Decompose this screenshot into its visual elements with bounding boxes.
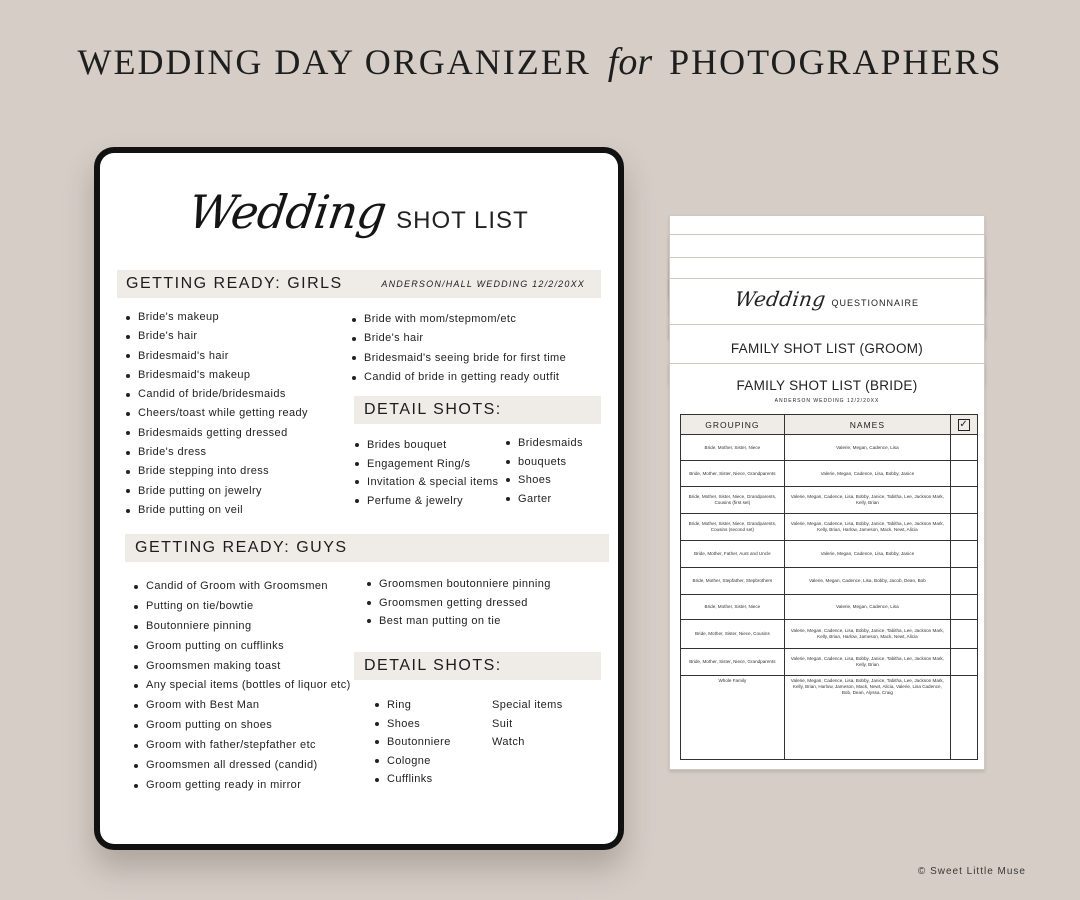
list-item: Brides bouquet <box>353 436 503 455</box>
table-row <box>681 461 978 487</box>
detail-band-2 <box>354 652 601 680</box>
table-row <box>681 514 978 541</box>
checkbox-icon[interactable]: ✓ <box>959 418 969 430</box>
detail1-list-col1 <box>353 436 503 510</box>
headline-right: PHOTOGRAPHERS <box>669 42 1003 82</box>
list-item: Groom getting ready in mirror <box>132 776 372 796</box>
questionnaire-subtitle: QUESTIONNAIRE <box>831 298 919 308</box>
check-cell[interactable] <box>951 435 978 461</box>
shot-list-document <box>100 153 618 844</box>
guys-section-heading: GETTING READY: GUYS <box>135 539 348 556</box>
check-cell[interactable] <box>951 487 978 514</box>
list-item: Groomsmen getting dressed <box>365 594 605 613</box>
girls-list-col2 <box>350 310 600 387</box>
check-cell[interactable] <box>951 620 978 649</box>
list-item: Groomsmen all dressed (candid) <box>132 756 372 776</box>
list-item: Bride's hair <box>124 327 354 346</box>
grouping-cell: Bride, Mother, Father, Aunt and Uncle <box>681 541 785 568</box>
bride-page-meta: ANDERSON WEDDING 12/2/20XX <box>774 398 880 404</box>
list-item: Suit <box>492 717 513 730</box>
names-cell: Valerie, Megan, Cadence, Lisa, Bobby, Janice <box>784 461 950 487</box>
table-row <box>681 541 978 568</box>
list-item: Groom with father/stepfather etc <box>132 736 372 756</box>
table-row <box>681 649 978 676</box>
grouping-cell: Bride, Mother, Sister, Niece, Cousins <box>681 620 785 649</box>
list-item: Boutonniere pinning <box>132 617 372 637</box>
check-cell[interactable] <box>951 461 978 487</box>
list-item: Putting on tie/bowtie <box>132 597 372 617</box>
questionnaire-script-word: Wedding <box>733 287 828 311</box>
list-item: Best man putting on tie <box>365 612 605 631</box>
page-headline <box>0 40 1080 84</box>
detail-heading-1: DETAIL SHOTS: <box>364 401 502 418</box>
grouping-cell: Bride, Mother, Sister, Niece, Grandparents, Cousins (second set) <box>681 514 785 541</box>
list-item: Groom putting on shoes <box>132 716 372 736</box>
list-item: Boutonniere <box>373 733 483 752</box>
wedding-meta: ANDERSON/HALL WEDDING 12/2/20XX <box>381 279 585 289</box>
list-item: Groom with Best Man <box>132 696 372 716</box>
list-item: Bridesmaid's makeup <box>124 366 354 385</box>
list-item: Perfume & jewelry <box>353 492 503 511</box>
list-item: Invitation & special items <box>353 473 503 492</box>
names-cell: Valerie, Megan, Cadence, Lisa, Bobby, Janice, Tabitha, Lee, Jackson Mark, Kelly, Brian <box>784 487 950 514</box>
names-cell: Valerie, Megan, Cadence, Lisa, Bobby, Janice, Tabitha, Lee, Jackson Mark, Kelly, Brian <box>784 649 950 676</box>
names-cell: Valerie, Megan, Cadence, Lisa, Bobby, Janice, Tabitha, Lee, Jackson Mark, Kelly, Brian, Harlow, Jameson, Mack, Newt, Alicia, Valerie, Lisa Cadence, Bob, Dean, Alyssa, Craig <box>784 676 950 760</box>
col-check-header <box>951 415 978 435</box>
names-cell: Valerie, Megan, Cadence, Lisa, Bobby, Janice, Tabitha, Lee, Jackson Mark, Kelly, Brian, Harlow, Jameson, Mack, Newt, Alicia <box>784 514 950 541</box>
list-item: Groom putting on cufflinks <box>132 637 372 657</box>
grouping-cell: Whole Family <box>681 676 785 760</box>
list-item: Shoes <box>504 471 600 490</box>
detail2-list-col2 <box>492 696 602 752</box>
list-item: Bride putting on jewelry <box>124 482 354 501</box>
list-item: Candid of bride/bridesmaids <box>124 385 354 404</box>
col-names-header: NAMES <box>784 415 950 435</box>
grouping-cell: Bride, Mother, Sister, Niece <box>681 435 785 461</box>
detail-heading-2: DETAIL SHOTS: <box>364 657 502 674</box>
names-cell: Valerie, Megan, Cadence, Lisa, Bobby, Jacob, Dean, Bob <box>784 568 950 595</box>
guys-list-col2 <box>365 575 605 631</box>
table-row <box>681 568 978 595</box>
family-shot-table <box>680 414 978 760</box>
check-cell[interactable] <box>951 568 978 595</box>
list-item: Bridesmaid's hair <box>124 347 354 366</box>
detail2-list-col1 <box>373 696 483 789</box>
copyright: © Sweet Little Muse <box>917 866 1026 877</box>
col-grouping-header: GROUPING <box>681 415 785 435</box>
list-item: Groomsmen boutonniere pinning <box>365 575 605 594</box>
list-item: Cologne <box>373 752 483 771</box>
detail-band-1 <box>354 396 601 424</box>
names-cell: Valerie, Megan, Cadence, Lisa <box>784 595 950 620</box>
girls-section-heading: GETTING READY: GIRLS <box>126 275 343 292</box>
list-item: Any special items (bottles of liquor etc) <box>132 676 372 696</box>
check-cell[interactable] <box>951 514 978 541</box>
table-row <box>681 676 978 760</box>
list-item: Bride's hair <box>350 329 600 348</box>
names-cell: Valerie, Megan, Cadence, Lisa, Bobby, Janice, Tabitha, Lee, Jackson Mark, Kelly, Brian, Harlow, Jameson, Mack, Newt, Alicia <box>784 620 950 649</box>
list-item: Ring <box>373 696 483 715</box>
list-item: Garter <box>504 490 600 509</box>
list-item: Bridesmaid's seeing bride for first time <box>350 349 600 368</box>
shot-list-script-word: Wedding <box>185 185 390 239</box>
list-item: Watch <box>492 736 525 749</box>
girls-list-col1 <box>124 308 354 520</box>
guys-list-col1 <box>132 577 372 796</box>
list-item: Bridesmaids <box>504 434 600 453</box>
grouping-cell: Bride, Mother, Sister, Niece <box>681 595 785 620</box>
tablet-device <box>94 147 624 850</box>
list-item: Special items <box>492 699 563 711</box>
grouping-cell: Bride, Mother, Stepfather, Stepbrothers <box>681 568 785 595</box>
shot-list-subtitle: SHOT LIST <box>396 207 529 234</box>
list-item: Groomsmen making toast <box>132 657 372 677</box>
bride-page-title: FAMILY SHOT LIST (BRIDE) <box>736 378 918 393</box>
list-item: Cufflinks <box>373 770 483 789</box>
list-item: Bride with mom/stepmom/etc <box>350 310 600 329</box>
groom-page-title: FAMILY SHOT LIST (GROOM) <box>730 341 924 356</box>
list-item: Cheers/toast while getting ready <box>124 404 354 423</box>
grouping-cell: Bride, Mother, Sister, Niece, Grandparents <box>681 649 785 676</box>
guys-section-band <box>125 534 609 562</box>
girls-section-band <box>117 270 601 298</box>
check-cell[interactable] <box>951 541 978 568</box>
grouping-cell: Bride, Mother, Sister, Niece, Grandparents, Cousins (first set) <box>681 487 785 514</box>
family-table-body <box>681 435 978 760</box>
questionnaire-title <box>670 287 984 311</box>
names-cell: Valerie, Megan, Cadence, Lisa <box>784 435 950 461</box>
bride-family-page <box>669 363 985 770</box>
check-cell[interactable] <box>951 676 978 760</box>
list-item: Bride stepping into dress <box>124 462 354 481</box>
detail1-list-col2 <box>504 434 600 508</box>
names-cell: Valerie, Megan, Cadence, Lisa, Bobby, Janice <box>784 541 950 568</box>
list-item: bouquets <box>504 453 600 472</box>
list-item: Candid of Groom with Groomsmen <box>132 577 372 597</box>
grouping-cell: Bride, Mother, Sister, Niece, Grandparents <box>681 461 785 487</box>
list-item: Bride putting on veil <box>124 501 354 520</box>
list-item: Bridesmaids getting dressed <box>124 424 354 443</box>
list-item: Bride's makeup <box>124 308 354 327</box>
shot-list-title <box>100 185 618 265</box>
table-row <box>681 595 978 620</box>
list-item: Bride's dress <box>124 443 354 462</box>
list-item: Engagement Ring/s <box>353 455 503 474</box>
check-cell[interactable] <box>951 649 978 676</box>
headline-left: WEDDING DAY ORGANIZER <box>77 42 591 82</box>
table-row <box>681 620 978 649</box>
check-cell[interactable] <box>951 595 978 620</box>
headline-for: for <box>607 41 653 83</box>
list-item: Candid of bride in getting ready outfit <box>350 368 600 387</box>
list-item: Shoes <box>373 715 483 734</box>
table-row <box>681 487 978 514</box>
table-row <box>681 435 978 461</box>
